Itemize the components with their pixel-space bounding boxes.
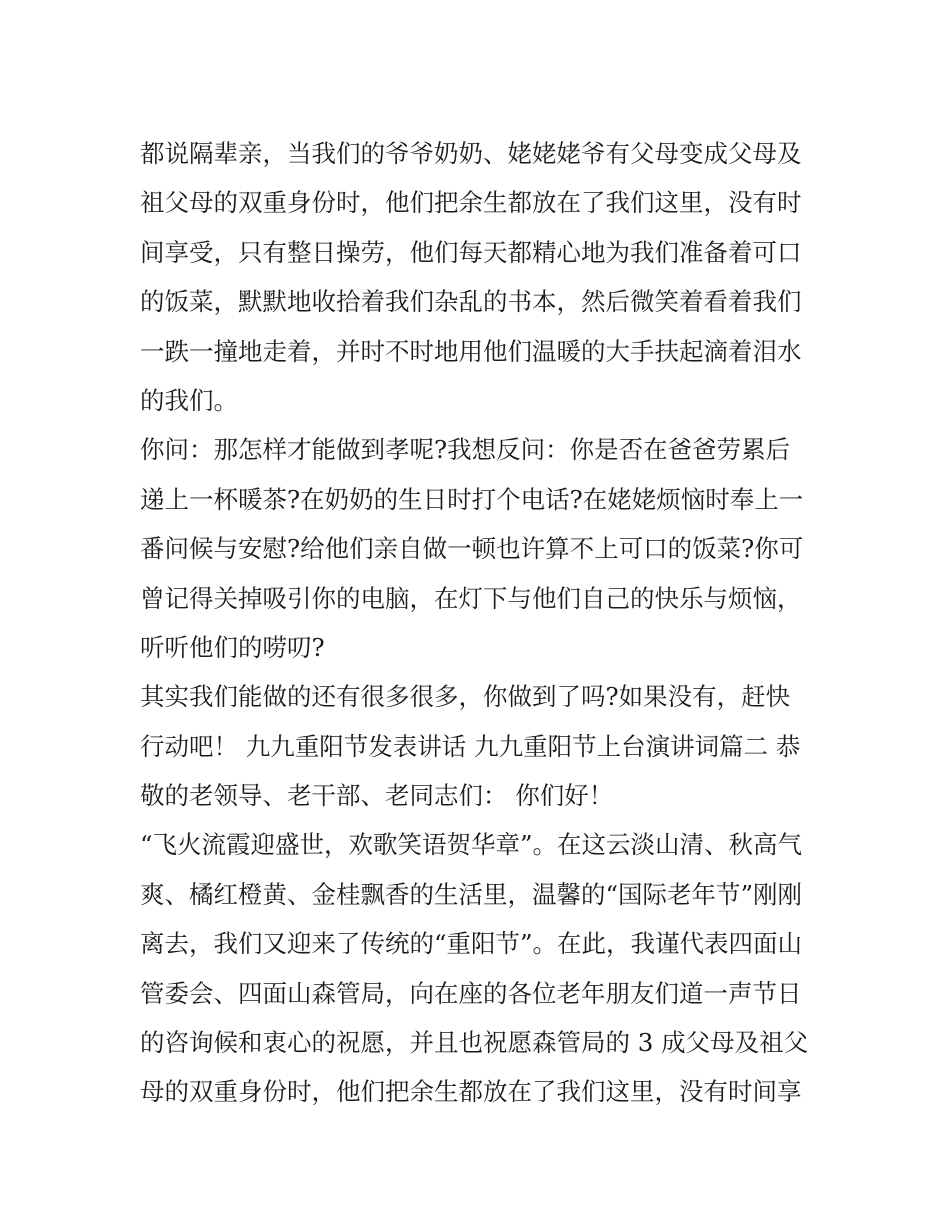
text-line: 离去，我们又迎来了传统的“重阳节”。在此，我谨代表四面山 bbox=[140, 929, 803, 959]
text-line: 一跌一撞地走着，并时不时地用他们温暖的大手扶起滴着泪水 bbox=[140, 336, 802, 366]
text-line: 爽、橘红橙黄、金桂飘香的生活里，温馨的“国际老年节”刚刚 bbox=[140, 879, 803, 909]
text-line: 番问候与安慰?给他们亲自做一顿也许算不上可口的饭菜?你可 bbox=[140, 534, 804, 564]
text-line: 行动吧！ 九九重阳节发表讲话 九九重阳节上台演讲词篇二 恭 bbox=[140, 731, 801, 761]
document-body bbox=[140, 129, 812, 1117]
text-line: 的我们。 bbox=[140, 385, 238, 415]
text-line: 都说隔辈亲，当我们的爷爷奶奶、姥姥姥爷有父母变成父母及 bbox=[140, 139, 802, 168]
text-line: 曾记得关掉吸引你的电脑，在灯下与他们自己的快乐与烦恼， bbox=[140, 583, 802, 613]
text-line: 其实我们能做的还有很多很多，你做到了吗?如果没有，赶快 bbox=[140, 682, 791, 712]
text-line: 你问：那怎样才能做到孝呢?我想反问：你是否在爸爸劳累后 bbox=[140, 435, 791, 465]
text-line: 的饭菜，默默地收拾着我们杂乱的书本，然后微笑着看着我们 bbox=[140, 287, 802, 317]
text-line: 的咨询候和衷心的祝愿，并且也祝愿森管局的 3 成父母及祖父 bbox=[140, 1028, 809, 1058]
text-line: 母的双重身份时，他们把余生都放在了我们这里，没有时间享 bbox=[140, 1077, 802, 1107]
text-line: 间享受，只有整日操劳，他们每天都精心地为我们准备着可口 bbox=[140, 237, 802, 267]
text-line: 敬的老领导、老干部、老同志们： 你们好！ bbox=[140, 781, 614, 811]
text-line: 管委会、四面山森管局，向在座的各位老年朋友们道一声节日 bbox=[140, 978, 802, 1008]
text-line: 递上一杯暖茶?在奶奶的生日时打个电话?在姥姥烦恼时奉上一 bbox=[140, 484, 804, 514]
text-line: 听听他们的唠叨? bbox=[140, 632, 325, 662]
text-line: “飞火流霞迎盛世，欢歌笑语贺华章”。在这云淡山清、秋高气 bbox=[140, 830, 803, 860]
text-line: 祖父母的双重身份时，他们把余生都放在了我们这里，没有时 bbox=[140, 188, 802, 218]
